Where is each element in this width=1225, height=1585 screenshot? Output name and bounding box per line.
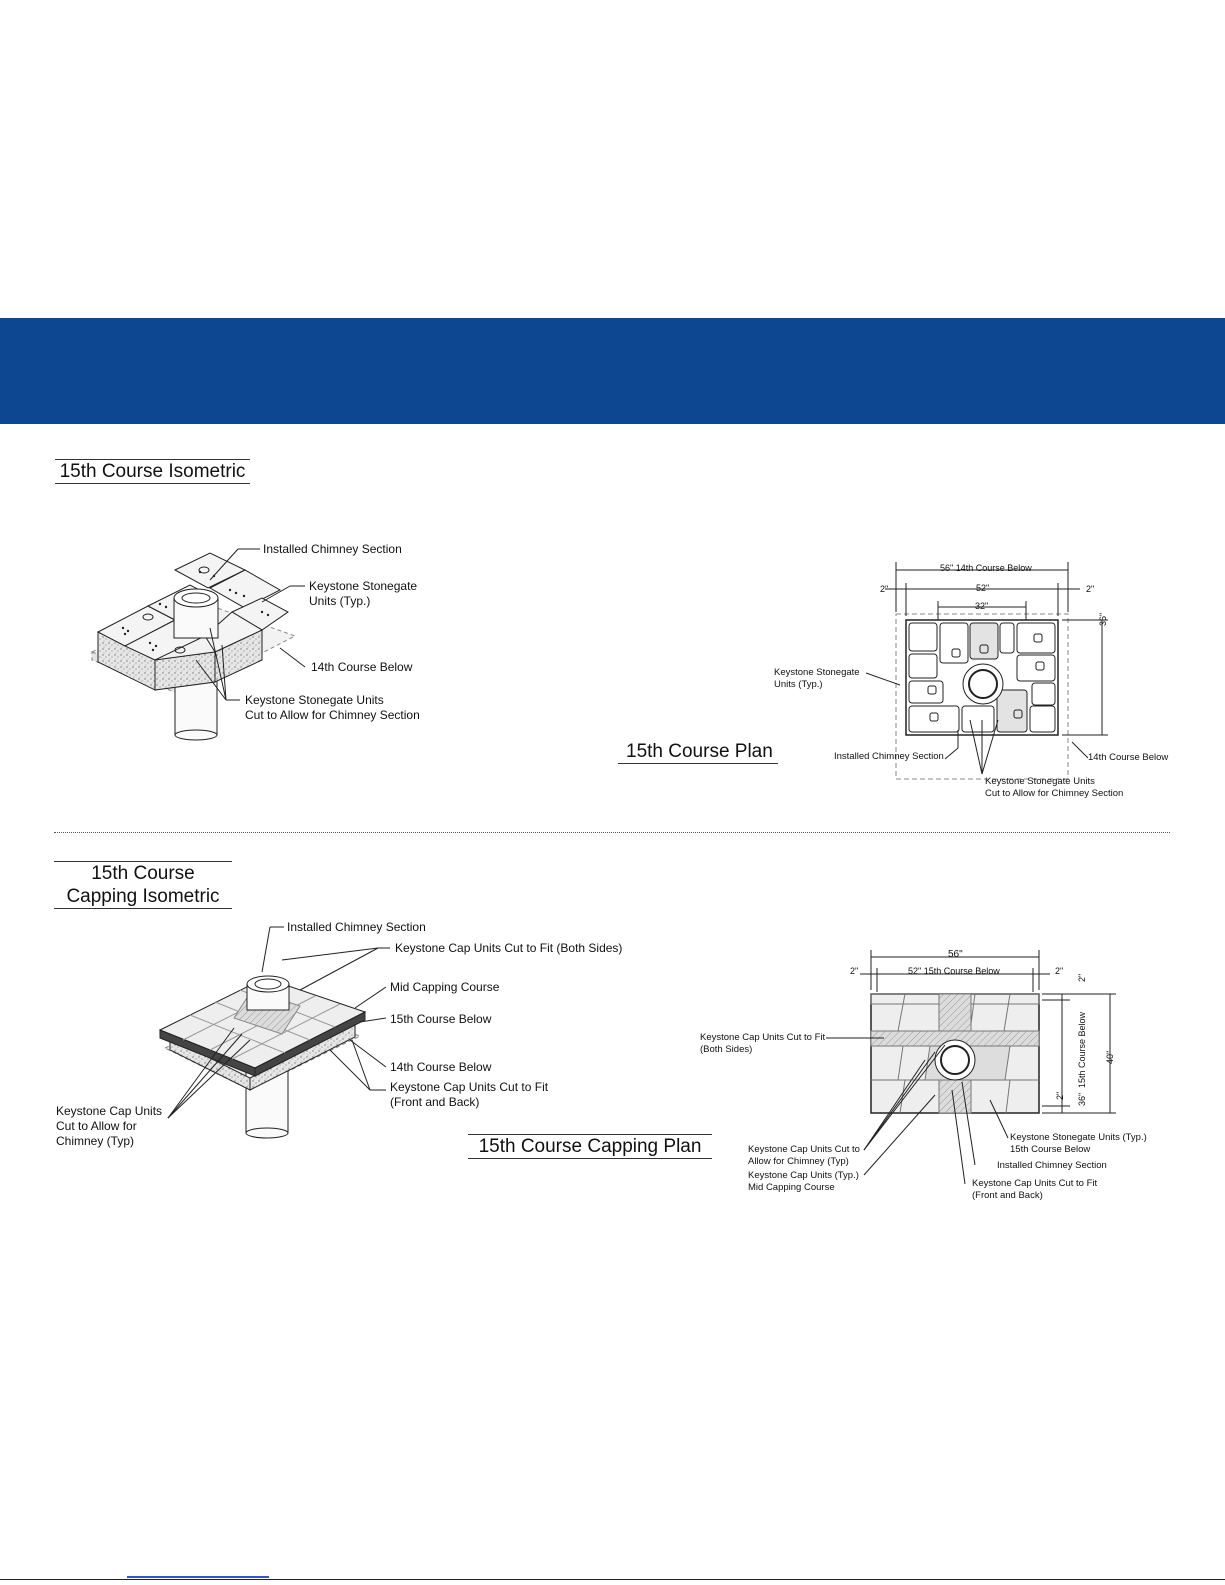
title-rule (618, 763, 778, 764)
label-cap-front-back-1: Keystone Cap Units Cut to Fit (390, 1080, 549, 1094)
dim-cap-15th-side: 15th Course Below (1077, 1011, 1087, 1088)
label-plan-cut-1: Keystone Stonegate Units (985, 776, 1095, 787)
label-cut-units-2: Cut to Allow for Chimney Section (245, 708, 420, 722)
label-plan-units-2: Units (Typ.) (774, 679, 823, 690)
dim-cap-36: 36" (1077, 1092, 1087, 1106)
dim-right-2: 2" (1086, 584, 1095, 594)
title-rule (54, 908, 232, 909)
dim-left-2: 2" (880, 584, 889, 594)
label-cap-allow-3: Chimney (Typ) (56, 1134, 135, 1148)
dim-cap-40: 40" (1105, 1050, 1115, 1064)
course-isometric-title-text: 15th Course Isometric (59, 461, 246, 482)
label-capplan-fb-2: (Front and Back) (972, 1190, 1043, 1201)
label-capplan-stone-2: 15th Course Below (1010, 1144, 1091, 1155)
dim-36: 36" (1098, 612, 1108, 626)
label-plan-cut-2: Cut to Allow for Chimney Section (985, 788, 1124, 799)
course-isometric-title (55, 459, 250, 484)
label-cap-chimney: Installed Chimney Section (287, 920, 426, 934)
label-cap-allow-2: Cut to Allow for (56, 1119, 137, 1133)
dim-cap-left-2: 2" (850, 966, 859, 976)
label-capplan-typ-1: Keystone Cap Units (Typ.) (748, 1170, 859, 1181)
label-capplan-both-2: (Both Sides) (700, 1044, 753, 1055)
label-capplan-stone-1: Keystone Stonegate Units (Typ.) (1010, 1132, 1147, 1143)
label-plan-chimney: Installed Chimney Section (834, 751, 944, 762)
dim-cap-bot-2: 2" (1055, 1091, 1065, 1100)
label-stonegate-units-1: Keystone Stonegate (309, 579, 418, 593)
capping-isometric-drawing (160, 927, 390, 1138)
label-cap-both-sides: Keystone Cap Units Cut to Fit (Both Sides) (395, 941, 623, 955)
course-plan-drawing (866, 562, 1108, 779)
dim-cap-top-2: 2" (1077, 973, 1087, 982)
capping-plan-title (468, 1134, 712, 1159)
dim-cap-56: 56" (948, 949, 963, 960)
footer-link-underline[interactable] (127, 1576, 269, 1578)
capping-isometric-title (54, 861, 232, 909)
capping-isometric-title-line1: 15th Course (91, 863, 195, 884)
dim-52: 52" (976, 583, 990, 593)
label-capplan-allow-2: Allow for Chimney (Typ) (748, 1156, 849, 1167)
label-cap-front-back-2: (Front and Back) (390, 1095, 480, 1109)
label-capplan-typ-2: Mid Capping Course (748, 1182, 835, 1193)
capping-plan-title-text: 15th Course Capping Plan (478, 1136, 702, 1157)
label-14th-below: 14th Course Below (390, 1060, 492, 1074)
label-cap-allow-1: Keystone Cap Units (56, 1104, 163, 1118)
label-plan-14th-below: 14th Course Below (1088, 752, 1169, 763)
dim-cap-52: 52" 15th Course Below (908, 966, 1000, 976)
label-capplan-allow-1: Keystone Cap Units Cut to (748, 1144, 860, 1155)
label-capplan-both-1: Keystone Cap Units Cut to Fit (700, 1032, 826, 1043)
label-plan-units-1: Keystone Stonegate (774, 667, 860, 678)
dim-56-14th: 56" 14th Course Below (940, 563, 1032, 573)
label-installed-chimney: Installed Chimney Section (263, 542, 402, 556)
title-rule (468, 1158, 712, 1159)
label-cut-units-1: Keystone Stonegate Units (245, 693, 384, 707)
label-14th-course-below: 14th Course Below (311, 660, 413, 674)
section-divider (54, 832, 1170, 833)
capping-isometric-title-line2: Capping Isometric (66, 886, 220, 907)
dim-cap-right-2: 2" (1055, 966, 1064, 976)
label-stonegate-units-2: Units (Typ.) (309, 594, 371, 608)
label-mid-capping: Mid Capping Course (390, 980, 500, 994)
label-capplan-chimney: Installed Chimney Section (997, 1160, 1107, 1171)
title-rule (55, 483, 250, 484)
dim-32: 32" (975, 601, 989, 611)
label-15th-below: 15th Course Below (390, 1012, 492, 1026)
course-plan-title (618, 740, 778, 764)
label-capplan-fb-1: Keystone Cap Units Cut to Fit (972, 1178, 1098, 1189)
footer-rule (0, 1579, 1225, 1580)
course-plan-title-text: 15th Course Plan (626, 741, 773, 762)
